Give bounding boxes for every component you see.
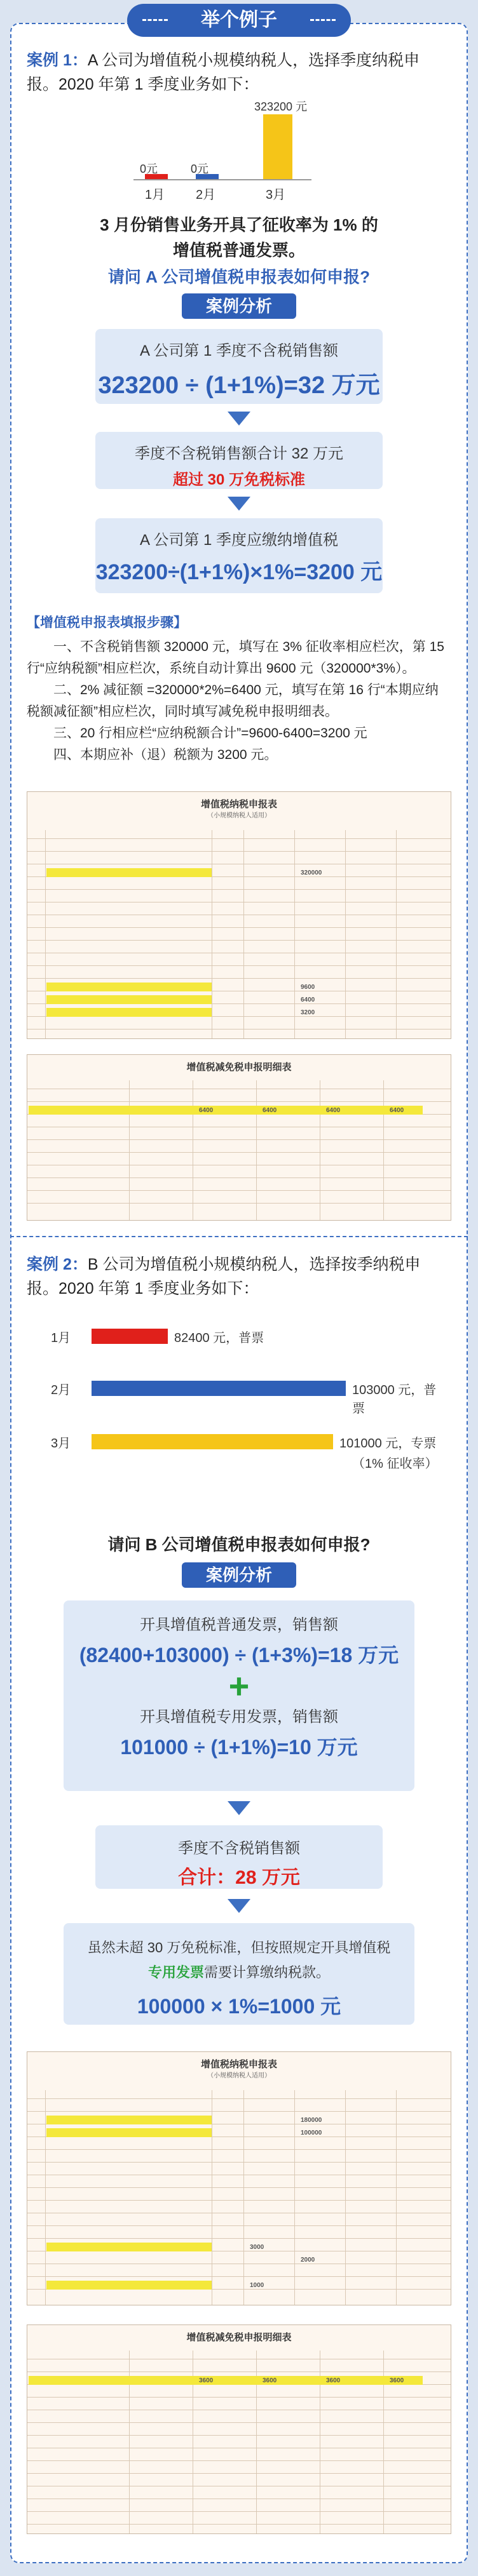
case2-box3-highlight: 专用发票 (147, 1964, 204, 1980)
case2-tax-form (27, 2051, 451, 2305)
case1-xlabels (95, 184, 381, 203)
case2-box2-line1: 季度不含税销售额 (178, 1840, 300, 1857)
case2-form-val-4: 2000 (301, 2257, 315, 2264)
case1-bar-label-2: 0元 (191, 163, 209, 175)
case1-form-val-1: 320000 (301, 869, 322, 876)
case1-step-3: 三、20 行相应栏“应纳税额合计”=9600-6400=3200 元 (53, 726, 367, 741)
case2-analysis-label: 案例分析 (182, 1562, 296, 1588)
case2-form-val-2: 100000 (301, 2130, 322, 2137)
case1-label: 案例 1： (27, 51, 88, 69)
case1-steps (27, 612, 451, 766)
case1-step-2: 二、2% 减征额 =320000*2%=6400 元，填写在第 16 行“本期应纳税额减征额”相应栏次，同时填写减免税申报明细表。 (27, 683, 439, 719)
case2-relief-val-1: 3600 (199, 2377, 214, 2384)
case1-bar-label-1: 0元 (140, 163, 158, 175)
case2-relief-val-4: 3600 (390, 2377, 404, 2384)
case1-box3-title: A 公司第 1 季度应缴纳增值税 (139, 532, 339, 549)
case1-steps-title: 【增值税申报表填报步骤】 (27, 615, 187, 630)
case1-bar-3 (263, 114, 292, 179)
case1-note (27, 212, 451, 263)
case1-relief-val-1: 6400 (199, 1107, 214, 1114)
case2-form-title: 增值税纳税申报表 (200, 2059, 277, 2070)
case1-x-1: 1月 (145, 188, 165, 202)
case1-relief-form (27, 1054, 451, 1221)
case2-relief-val-3: 3600 (326, 2377, 341, 2384)
case1-form-title: 增值税纳税申报表 (200, 799, 277, 810)
case2-intro (27, 1252, 451, 1301)
case1-form-val-4: 3200 (301, 1009, 315, 1016)
case1-box2-line2: 超过 30 万免税标准 (172, 471, 306, 488)
title-dash-right (310, 19, 336, 21)
case2-y-1: 1月 (51, 1331, 71, 1345)
case2-form-val-1: 180000 (301, 2117, 322, 2124)
case2-text: B 公司为增值税小规模纳税人，选择按季纳税申报。2020 年第 1 季度业务如下： (27, 1256, 421, 1298)
case2-arrow-2 (228, 1899, 250, 1913)
case-divider (10, 1236, 468, 1237)
case2-box2-line2: 合计：28 万元 (178, 1867, 300, 1888)
case2-chart (38, 1327, 445, 1493)
page-title: 举个例子 (201, 10, 277, 30)
case2-box1-title: 开具增值税普通发票，销售额 (140, 1616, 338, 1633)
case2-box1b-title: 开具增值税专用发票，销售额 (140, 1708, 338, 1726)
case2-bar-label-1: 82400 元，普票 (174, 1331, 264, 1345)
case1-axis (133, 179, 311, 180)
case1-step-4: 四、本期应补（退）税额为 3200 元。 (53, 748, 278, 762)
case2-bar-2 (92, 1381, 346, 1396)
case2-chart-note: （1% 征收率） (352, 1457, 438, 1471)
case2-box1b-formula: 101000 ÷ (1+1%)=10 万元 (120, 1736, 358, 1759)
title-dash-left (142, 19, 168, 21)
case1-box3 (95, 518, 383, 593)
case1-arrow-1 (228, 412, 250, 426)
case1-form-val-3: 6400 (301, 996, 315, 1003)
case1-intro (27, 48, 451, 97)
case1-form-val-2: 9600 (301, 984, 315, 991)
case2-form-subtitle: （小规模纳税人适用） (207, 2072, 271, 2079)
case2-box3-formula: 100000 × 1%=1000 元 (137, 1995, 341, 2018)
case2-y-2: 2月 (51, 1383, 71, 1397)
case1-note-line1: 3 月份销售业务开具了征收率为 1% 的 (100, 215, 378, 234)
case1-box3-formula: 323200÷(1+1%)×1%=3200 元 (95, 560, 383, 584)
case2-box2 (95, 1825, 383, 1889)
case2-box1 (64, 1600, 414, 1791)
case1-arrow-2 (228, 497, 250, 511)
case1-tax-form (27, 791, 451, 1039)
case1-box1 (95, 329, 383, 404)
case1-question: 请问 A 公司增值税申报表如何申报? (107, 267, 371, 286)
case2-box3-line1: 虽然未超 30 万免税标准，但按照规定开具增值税 (87, 1940, 391, 1955)
case2-bar-label-3: 101000 元，专票 (339, 1437, 437, 1451)
case2-label: 案例 2： (27, 1256, 88, 1273)
case1-text: A 公司为增值税小规模纳税人，选择季度纳税申报。2020 年第 1 季度业务如下： (27, 51, 420, 93)
case2-question: 请问 B 公司增值税申报表如何申报? (107, 1535, 371, 1554)
case2-arrow-1 (228, 1801, 250, 1815)
case1-x-3: 3月 (266, 188, 286, 202)
case2-bar-1 (92, 1329, 168, 1344)
case1-relief-val-2: 6400 (263, 1107, 277, 1114)
case1-form-subtitle: （小规模纳税人适用） (207, 812, 271, 819)
case1-box2 (95, 432, 383, 489)
case1-bar-label-3: 323200 元 (254, 100, 308, 113)
case1-step-1: 一、不含税销售额 320000 元，填写在 3% 征收率相应栏次，第 15 行“应纳税额”相应栏次，系统自动计算出 9600 元（320000*3%）。 (27, 640, 444, 676)
case2-relief-form (27, 2324, 451, 2534)
case2-box1-formula: (82400+103000) ÷ (1+3%)=18 万元 (79, 1644, 399, 1667)
case1-x-2: 2月 (196, 188, 216, 202)
case2-plus-icon: + (228, 1666, 250, 1706)
case1-chart (95, 95, 381, 184)
case2-relief-title: 增值税减免税申报明细表 (186, 2332, 292, 2343)
case2-form-val-5: 1000 (250, 2282, 264, 2289)
case2-bar-label-2: 103000 元，普票 (352, 1383, 437, 1416)
case2-bar-3 (92, 1434, 333, 1449)
case2-box3-line2-rest: 需要计算缴纳税款。 (204, 1964, 331, 1980)
case2-box3-line2 (64, 1962, 414, 1982)
case2-y-3: 3月 (51, 1437, 71, 1451)
case1-relief-title: 增值税减免税申报明细表 (186, 1062, 292, 1073)
case1-relief-val-3: 6400 (326, 1107, 341, 1114)
case1-box1-formula: 323200 ÷ (1+1%)=32 万元 (98, 372, 380, 399)
case1-relief-val-4: 6400 (390, 1107, 404, 1114)
case2-form-val-3: 3000 (250, 2244, 264, 2251)
case1-box2-line1: 季度不含税销售额合计 32 万元 (134, 445, 344, 462)
case2-box3 (64, 1923, 414, 2025)
case1-analysis-label: 案例分析 (182, 293, 296, 319)
case1-note-line2: 增值税普通发票。 (172, 241, 305, 260)
case1-box1-title: A 公司第 1 季度不含税销售额 (139, 342, 339, 359)
case2-relief-val-2: 3600 (263, 2377, 277, 2384)
